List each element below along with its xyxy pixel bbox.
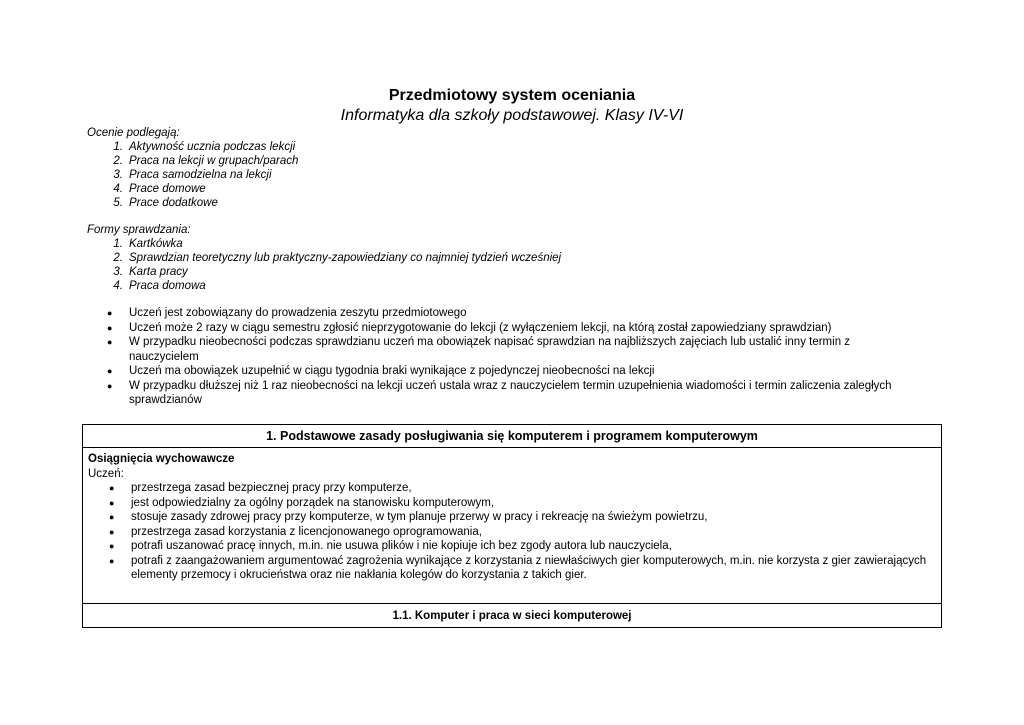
bullet-icon: ●: [107, 322, 113, 333]
assessed-section: [87, 126, 298, 210]
list-item: ● Uczeń może 2 razy w ciągu semestru zgłosić nieprzygotowanie do lekcji (z wyłączeniem lekcji, na którą został zapowiedziany sprawdzian): [107, 321, 832, 334]
list-item: ● przestrzega zasad korzystania z licencjonowanego oprogramowania,: [109, 525, 482, 538]
list-item: 3. Karta pracy: [113, 266, 188, 278]
rules-list: [105, 306, 905, 408]
forms-section: [87, 223, 561, 293]
list-item: 2. Praca na lekcji w grupach/parach: [113, 155, 299, 167]
document-title: Przedmiotowy system oceniania: [388, 87, 636, 104]
assessed-list: [87, 140, 298, 210]
list-item: 5. Prace dodatkowe: [113, 197, 218, 209]
student-label: Uczeń:: [88, 467, 124, 480]
list-item: 1. Aktywność ucznia podczas lekcji: [113, 141, 296, 153]
bullet-icon: ●: [107, 337, 113, 347]
list-item: 2. Sprawdzian teoretyczny lub praktyczny-zapowiedziany co najmniej tydzień wcześniej: [113, 252, 562, 264]
list-item: 4. Praca domowa: [113, 280, 206, 292]
list-item: ● Uczeń ma obowiązek uzupełnić w ciągu tygodnia braki wynikające z pojedynczej nieobecności na lekcji: [107, 365, 655, 377]
forms-heading: Formy sprawdzania:: [87, 224, 191, 236]
forms-list: [87, 237, 561, 293]
list-item: 1. Kartkówka: [113, 238, 183, 250]
list-item: ● przestrzega zasad bezpiecznej pracy przy komputerze,: [109, 482, 412, 494]
bullet-icon: ●: [107, 308, 113, 318]
bullet-icon: ●: [107, 380, 113, 391]
bullet-icon: ●: [109, 512, 115, 522]
bullet-icon: ●: [107, 366, 113, 376]
achievements-heading: Osiągnięcia wychowawcze: [88, 453, 235, 465]
section-body: [83, 448, 941, 604]
bullet-icon: ●: [109, 483, 115, 493]
subsection-title: 1.1. Komputer i praca w sieci komputerowej: [392, 610, 632, 622]
list-item: ● Uczeń jest zobowiązany do prowadzenia zeszytu przedmiotowego: [107, 307, 467, 319]
bullet-icon: ●: [109, 555, 115, 566]
list-item: ● stosuje zasady zdrowej pracy przy komputerze, w tym planuje przerwy w pracy i rekreację na świeżym powietrzu,: [109, 511, 708, 523]
list-item: ● W przypadku nieobecności podczas sprawdzianu uczeń ma obowiązek napisać sprawdzian na najbliższych zajęciach lub ustalić inny termin z nauczycielem: [107, 336, 851, 363]
list-item: 4. Prace domowe: [113, 183, 206, 195]
list-item: ● jest odpowiedzialny za ogólny porządek na stanowisku komputerowym,: [109, 496, 495, 509]
list-item: ● potrafi uszanować pracę innych, m.in. nie usuwa plików i nie kopiuje ich bez zgody autora lub nauczyciela,: [109, 540, 672, 552]
assessed-heading: Ocenie podlegają:: [87, 127, 180, 139]
bullet-icon: ●: [109, 526, 115, 537]
section-title: 1. Podstawowe zasady posługiwania się komputerem i programem komputerowym: [83, 425, 941, 448]
achievements-list: [88, 481, 936, 583]
bullet-icon: ●: [109, 497, 115, 508]
list-item: 3. Praca samodzielna na lekcji: [113, 169, 272, 181]
bullet-icon: ●: [109, 541, 115, 551]
list-item: ● W przypadku dłuższej niż 1 raz nieobecności na lekcji uczeń ustala wraz z nauczycielem termin uzupełnienia wiadomości i termin zaliczenia zaległych sprawdzianów: [107, 379, 892, 406]
document-subtitle: Informatyka dla szkoły podstawowej. Klasy IV-VI: [340, 107, 684, 124]
section-table: [82, 424, 942, 628]
list-item: ● potrafi z zaangażowaniem argumentować zagrożenia wynikające z korzystania z niewłaściwych gier komputerowych, m.in. nie korzysta z gier zawierających elementy przemocy i okrucieństwa oraz nie nakłania kolegów do korzystania z takich gier.: [109, 554, 927, 581]
